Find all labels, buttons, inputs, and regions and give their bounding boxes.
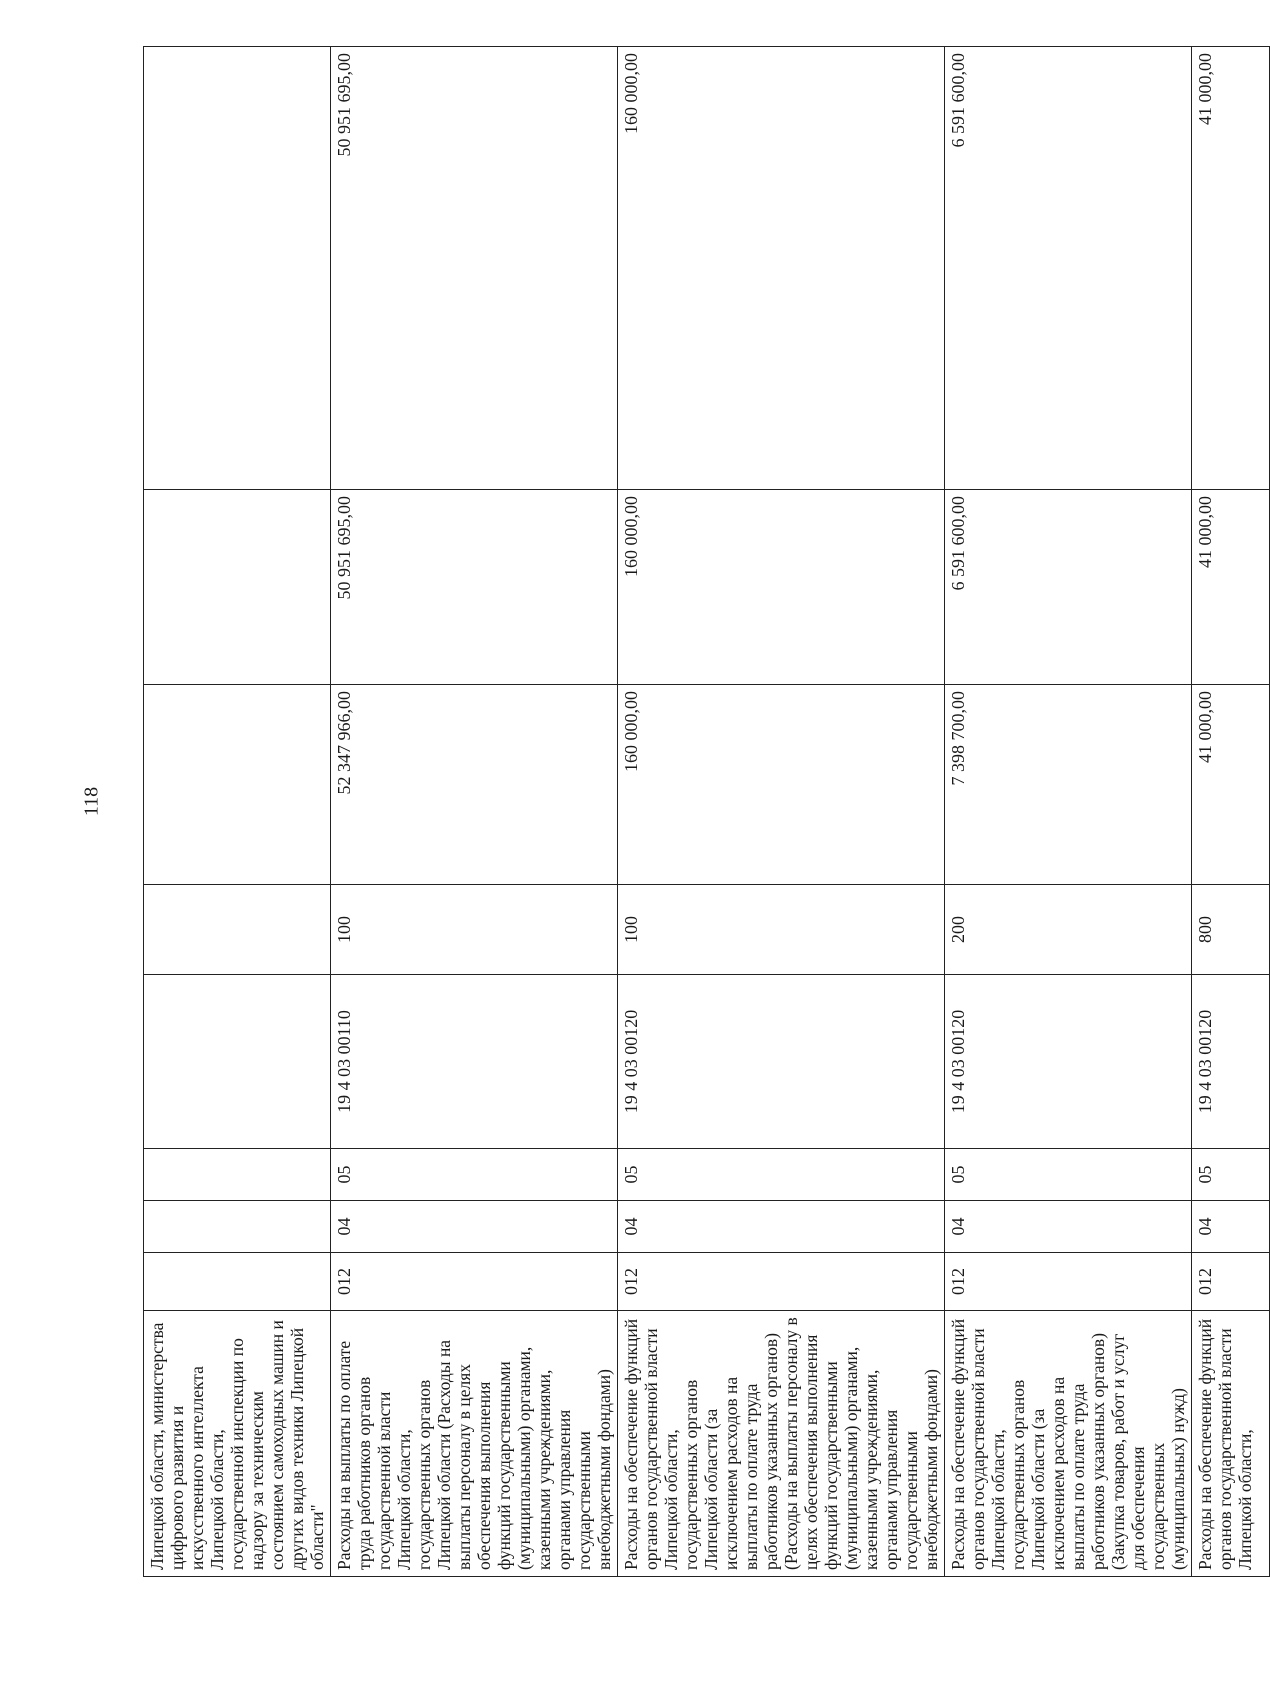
budget-table	[143, 46, 1270, 1577]
amount-year-3: 50 951 695,00	[331, 47, 618, 490]
target-article-code: 19 4 03 00120	[618, 975, 945, 1149]
amount-year-3: 6 591 600,00	[945, 47, 1192, 490]
expense-type-code: 100	[618, 885, 945, 975]
amount-year-1	[144, 685, 331, 885]
amount-year-2: 6 591 600,00	[945, 490, 1192, 685]
ministry-code: 012	[945, 1253, 1192, 1311]
amount-year-2	[144, 490, 331, 685]
ministry-code: 012	[618, 1253, 945, 1311]
ministry-code: 012	[1192, 1253, 1270, 1311]
expense-type-code	[144, 885, 331, 975]
table-row	[1192, 47, 1270, 1577]
subsection-code	[144, 1149, 331, 1201]
expense-type-code: 800	[1192, 885, 1270, 975]
section-code: 04	[618, 1201, 945, 1253]
row-description: Расходы на выплаты по оплате труда работников органов государственной власти Липецкой области, государственных органов Липецкой области (Расходы на выплаты персоналу в целях обеспечения выполнения функций государственными (муниципальными) органами, казенными учреждениями, органами управления государственными внебюджетными фондами)	[331, 1311, 618, 1577]
row-description: Расходы на обеспечение функций органов государственной власти Липецкой области, государственных органов Липецкой области (за исключением расходов на выплаты по оплате труда работников указанных органов) (Закупка товаров, работ и услуг для обеспечения государственных (муниципальных) нужд)	[945, 1311, 1192, 1577]
expense-type-code: 100	[331, 885, 618, 975]
section-code	[144, 1201, 331, 1253]
amount-year-1: 160 000,00	[618, 685, 945, 885]
amount-year-1: 41 000,00	[1192, 685, 1270, 885]
rotated-table-sheet	[143, 47, 1255, 1577]
table-row	[945, 47, 1192, 1577]
ministry-code	[144, 1253, 331, 1311]
target-article-code	[144, 975, 331, 1149]
row-description: Расходы на обеспечение функций органов государственной власти Липецкой области, государственных органов Липецкой области (за исключением расходов на выплаты по оплате труда работников указанных органов) (Расходы на выплаты персоналу в целях обеспечения выполнения функций государственными (муниципальными) органами, казенными учреждениями, органами управления государственными внебюджетными фондами)	[618, 1311, 945, 1577]
table-row	[331, 47, 618, 1577]
section-code: 04	[945, 1201, 1192, 1253]
amount-year-1: 7 398 700,00	[945, 685, 1192, 885]
amount-year-1: 52 347 966,00	[331, 685, 618, 885]
amount-year-3: 41 000,00	[1192, 47, 1270, 490]
row-description: Расходы на обеспечение функций органов государственной власти Липецкой области,	[1192, 1311, 1270, 1577]
target-article-code: 19 4 03 00120	[1192, 975, 1270, 1149]
target-article-code: 19 4 03 00110	[331, 975, 618, 1149]
table-row	[144, 47, 331, 1577]
section-code: 04	[1192, 1201, 1270, 1253]
page-number: 118	[80, 786, 103, 817]
ministry-code: 012	[331, 1253, 618, 1311]
section-code: 04	[331, 1201, 618, 1253]
target-article-code: 19 4 03 00120	[945, 975, 1192, 1149]
subsection-code: 05	[618, 1149, 945, 1201]
subsection-code: 05	[1192, 1149, 1270, 1201]
row-description: Липецкой области, министерства цифрового развития и искусственного интеллекта Липецкой области, государственной инспекции по надзору за техническим состоянием самоходных машин и других видов техники Липецкой области"	[144, 1311, 331, 1577]
amount-year-2: 50 951 695,00	[331, 490, 618, 685]
amount-year-2: 160 000,00	[618, 490, 945, 685]
amount-year-2: 41 000,00	[1192, 490, 1270, 685]
amount-year-3: 160 000,00	[618, 47, 945, 490]
expense-type-code: 200	[945, 885, 1192, 975]
subsection-code: 05	[945, 1149, 1192, 1201]
amount-year-3	[144, 47, 331, 490]
table-row	[618, 47, 945, 1577]
subsection-code: 05	[331, 1149, 618, 1201]
